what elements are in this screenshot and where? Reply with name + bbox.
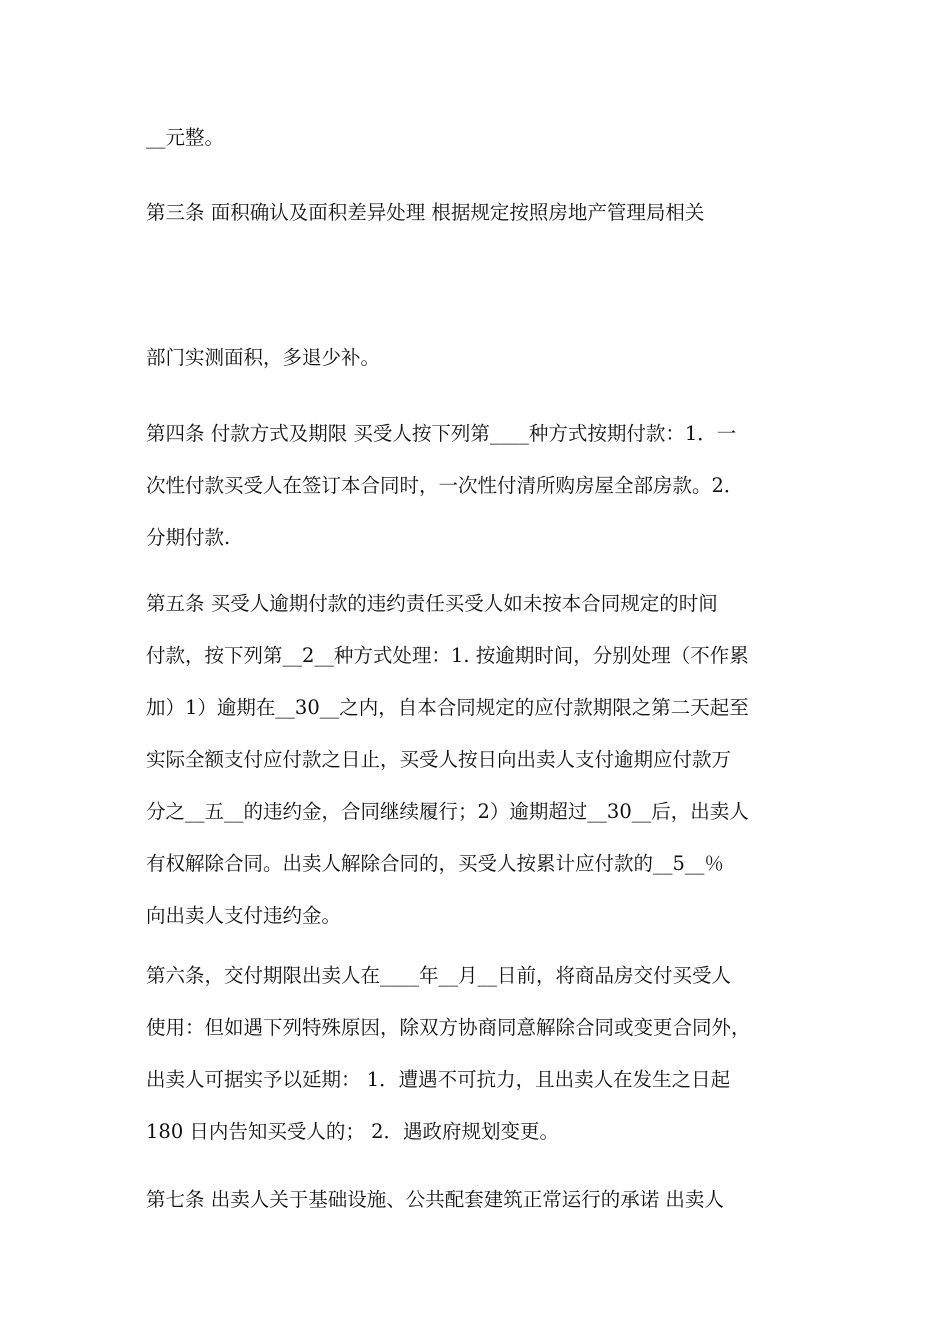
article-5-line-5: 分之__五__的违约金，合同继续履行；2）逾期超过__30__后，出卖人 — [146, 800, 749, 823]
article-6-line-1: 第六条，交付期限出卖人在____年__月__日前，将商品房交付买受人 — [146, 964, 732, 987]
amount-fragment — [146, 112, 818, 164]
article-4-line-3: 分期付款. — [146, 526, 231, 549]
article-6-line-2: 使用：但如遇下列特殊原因，除双方协商同意解除合同或变更合同外， — [146, 1016, 751, 1039]
article-7-line-1: 第七条 出卖人关于基础设施、公共配套建筑正常运行的承诺 出卖人 — [146, 1188, 724, 1211]
article-3-heading — [146, 187, 818, 239]
article-3-continuation — [146, 332, 818, 384]
article-4-line-1: 第四条 付款方式及期限 买受人按下列第____种方式按期付款：1．一 — [146, 422, 737, 445]
fragment-line: __元整。 — [146, 126, 225, 149]
article-5-line-6: 有权解除合同。出卖人解除合同的，买受人按累计应付款的__5__％ — [146, 852, 724, 875]
article-5-line-7: 向出卖人支付违约金。 — [146, 904, 342, 927]
article-5-line-4: 实际全额支付应付款之日止，买受人按日向出卖人支付逾期应付款万 — [146, 748, 732, 771]
article-3-line-1: 第三条 面积确认及面积差异处理 根据规定按照房地产管理局相关 — [146, 201, 705, 224]
article-5-paragraph — [146, 578, 818, 942]
article-6-paragraph — [146, 950, 818, 1158]
article-4-line-2: 次性付款买受人在签订本合同时，一次性付清所购房屋全部房款。2． — [146, 474, 744, 497]
article-5-line-1: 第五条 买受人逾期付款的违约责任买受人如未按本合同规定的时间 — [146, 592, 718, 615]
article-5-line-2: 付款，按下列第__2__种方式处理：1. 按逾期时间，分别处理（不作累 — [146, 644, 749, 667]
article-6-line-4: 180 日内告知买受人的； 2．遇政府规划变更。 — [146, 1120, 560, 1143]
article-7-heading — [146, 1174, 818, 1226]
article-3-line-2: 部门实测面积，多退少补。 — [146, 346, 381, 369]
article-5-line-3: 加）1）逾期在__30__之内，自本合同规定的应付款期限之第二天起至 — [146, 696, 749, 719]
article-4-paragraph — [146, 408, 818, 564]
article-6-line-3: 出卖人可据实予以延期： 1．遭遇不可抗力，且出卖人在发生之日起 — [146, 1068, 731, 1091]
